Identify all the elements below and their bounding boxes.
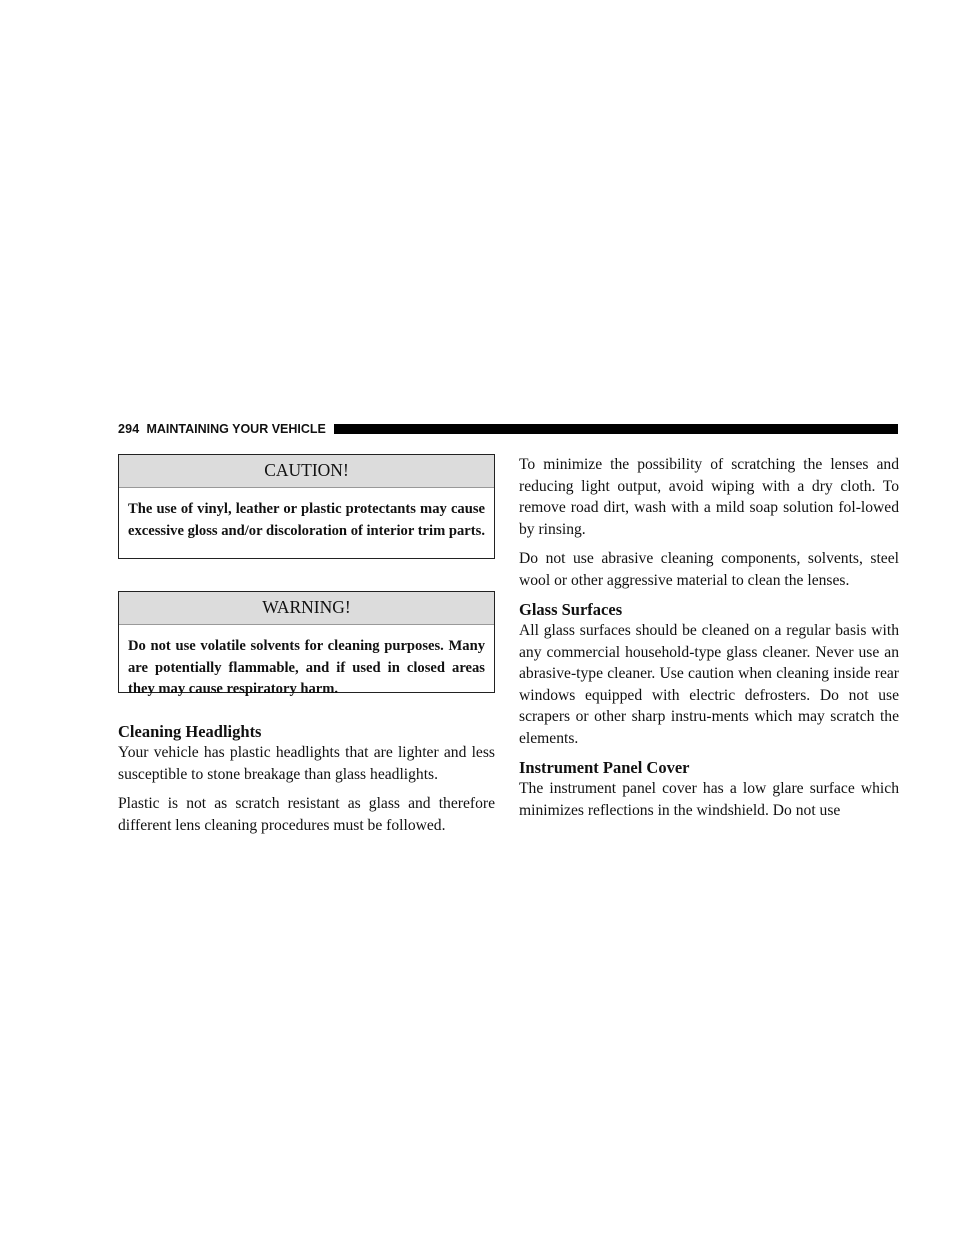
warning-box [118, 591, 495, 697]
page-header [118, 421, 898, 437]
right-column [519, 454, 899, 829]
headlights-heading: Cleaning Headlights [118, 722, 262, 741]
glass-heading: Glass Surfaces [519, 600, 623, 619]
warning-text: Do not use volatile solvents for cleaning purposes. Many are potentially flammable, and if used in closed areas they may cause respiratory harm. [128, 638, 485, 697]
warning-title: WARNING! [119, 592, 494, 625]
headlights-paragraph-1: Your vehicle has plastic headlights that are lighter and less susceptible to stone breakage than glass headlights. [118, 744, 495, 783]
header-rule [334, 424, 898, 434]
caution-box [118, 454, 495, 559]
lens-paragraph-1: To minimize the possibility of scratching the lenses and reducing light output, avoid wiping with a dry cloth. To remove road dirt, wash with a mild soap solution fol-lowed by rinsing. [519, 456, 899, 538]
panel-paragraph: The instrument panel cover has a low glare surface which minimizes reflections in the windshield. Do not use [519, 780, 899, 819]
caution-title: CAUTION! [119, 455, 494, 488]
lens-paragraph-2: Do not use abrasive cleaning components, solvents, steel wool or other aggressive material to clean the lenses. [519, 550, 899, 589]
headlights-paragraph-2: Plastic is not as scratch resistant as glass and therefore different lens cleaning procedures must be followed. [118, 795, 495, 834]
panel-heading: Instrument Panel Cover [519, 758, 690, 777]
caution-text: The use of vinyl, leather or plastic protectants may cause excessive gloss and/or discoloration of interior trim parts. [128, 501, 485, 539]
page-number: 294 [118, 422, 140, 436]
section-title: MAINTAINING YOUR VEHICLE [146, 422, 326, 436]
glass-paragraph: All glass surfaces should be cleaned on a regular basis with any commercial household-type glass cleaner. Never use an abrasive-type cleaner. Use caution when cleaning inside rear windows equipped with electric defrosters. Do not use scrapers or other sharp instru-ments which may scratch the elements. [519, 622, 899, 747]
left-column [118, 454, 495, 844]
